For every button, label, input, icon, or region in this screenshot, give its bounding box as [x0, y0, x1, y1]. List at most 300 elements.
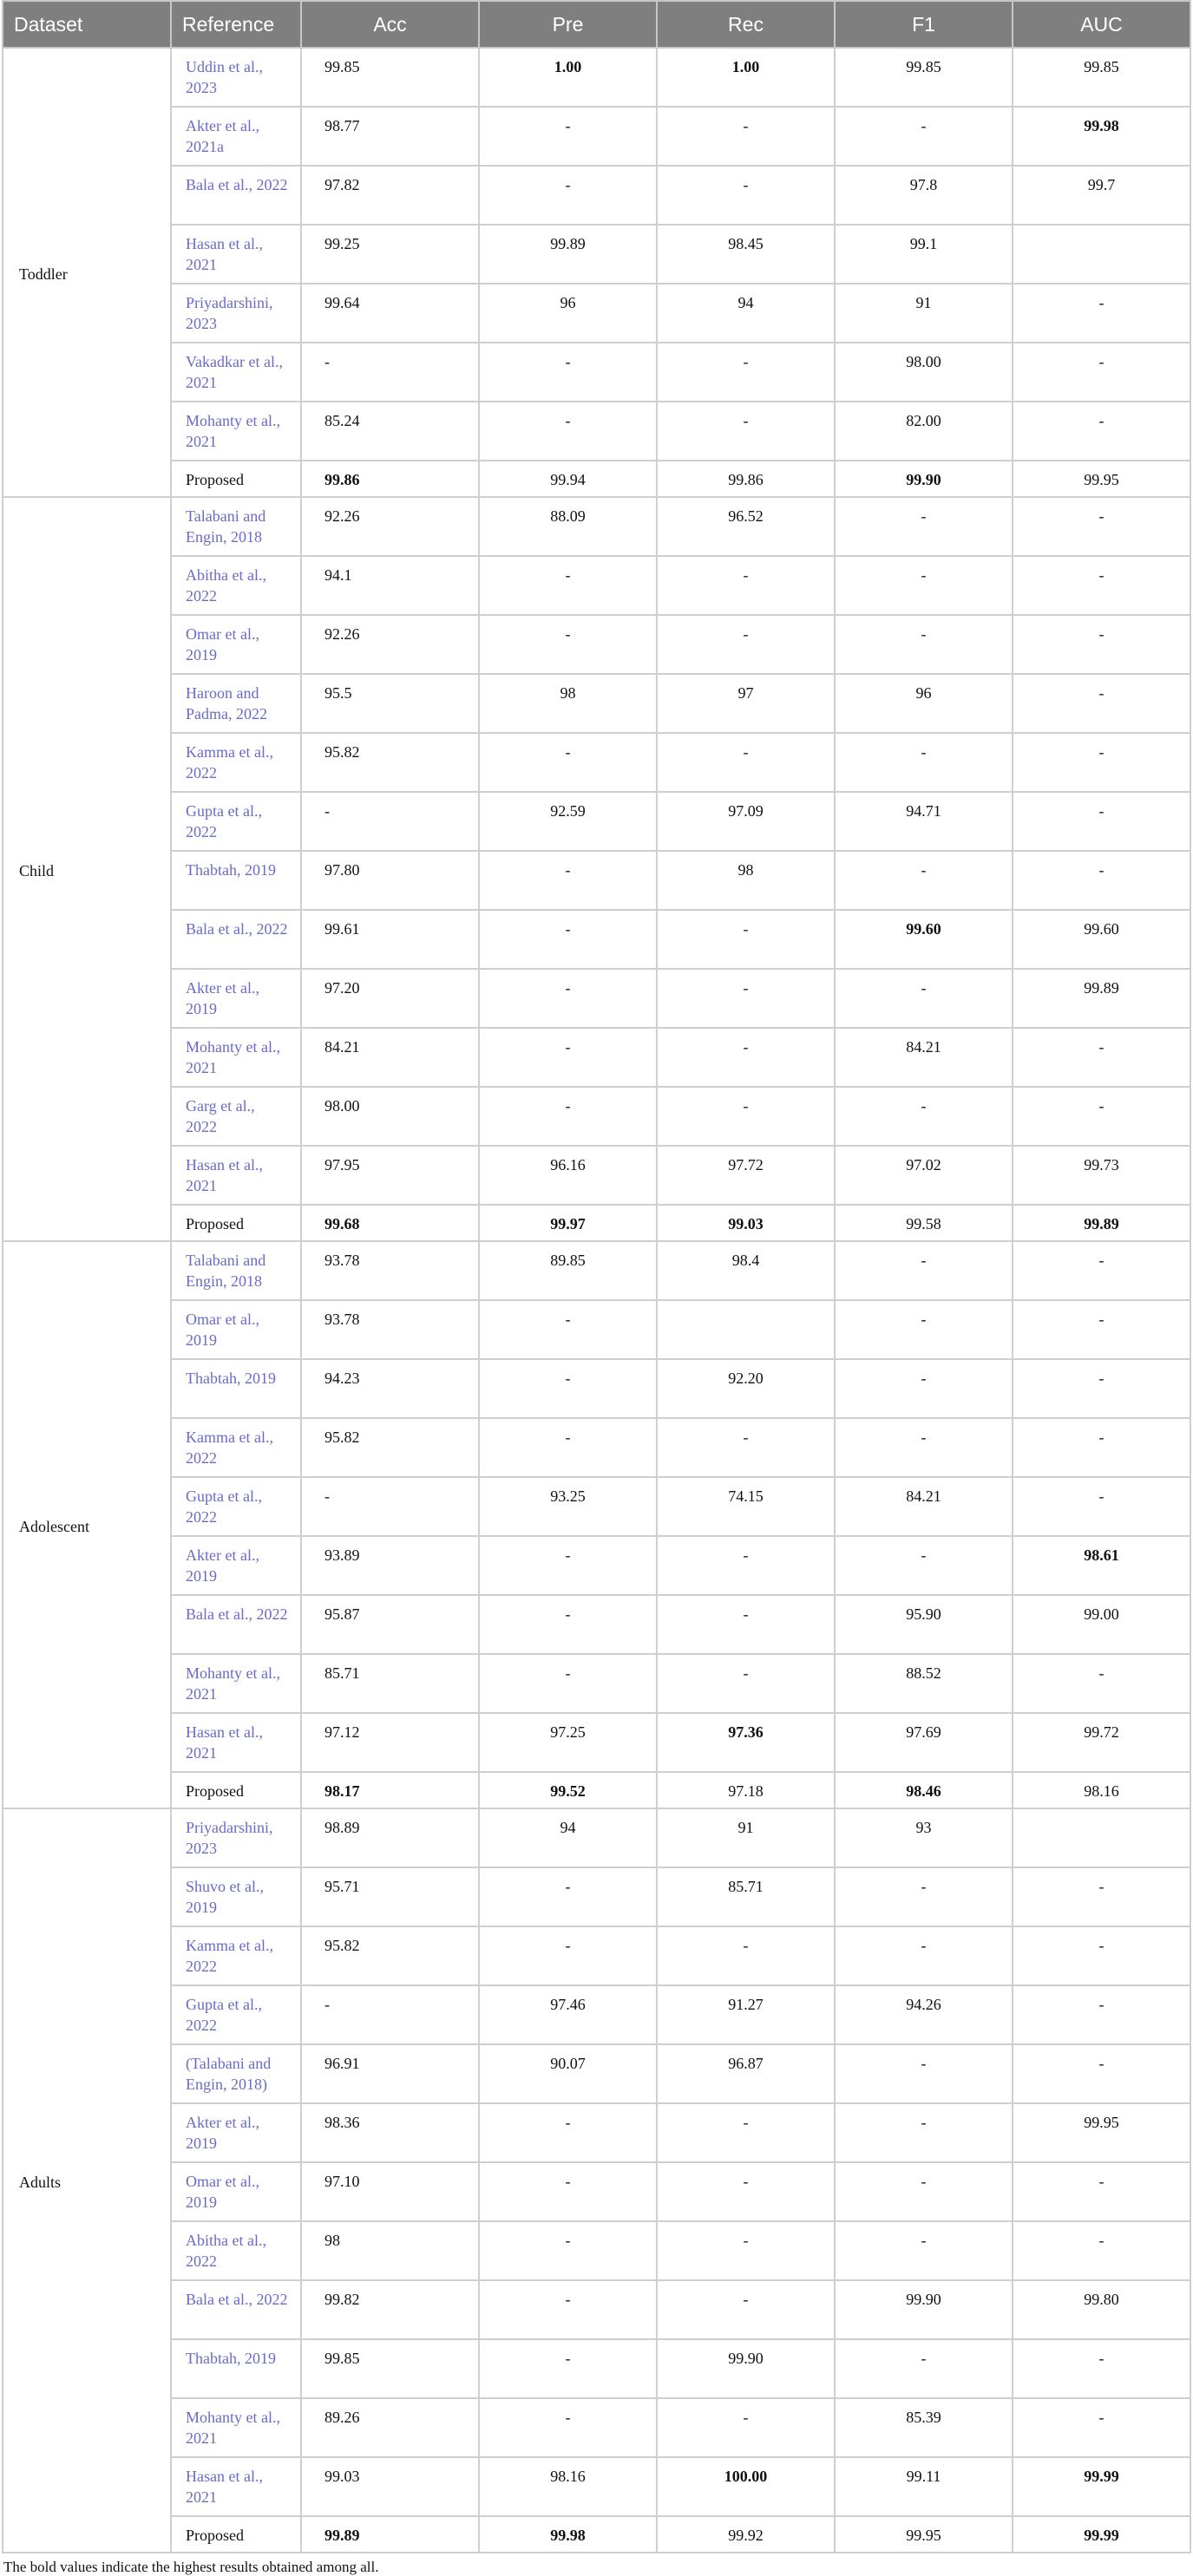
auc-cell: - [1013, 1654, 1190, 1713]
header-dataset: Dataset [3, 1, 171, 48]
acc-cell: 97.20 [301, 969, 479, 1028]
reference-link[interactable]: Priyadarshini, 2023 [171, 284, 301, 343]
acc-cell: 95.82 [301, 1926, 479, 1985]
reference-link[interactable]: Hasan et al., 2021 [171, 2457, 301, 2516]
f1-cell: 85.39 [835, 2398, 1013, 2457]
auc-cell: - [1013, 1359, 1190, 1418]
acc-cell: 99.82 [301, 2280, 479, 2339]
acc-cell: 95.5 [301, 674, 479, 733]
f1-cell: 99.11 [835, 2457, 1013, 2516]
auc-cell: 99.89 [1013, 969, 1190, 1028]
rec-cell: 98.45 [657, 225, 835, 284]
acc-cell: 95.87 [301, 1595, 479, 1654]
pre-cell: 98 [479, 674, 657, 733]
pre-cell: 99.97 [479, 1205, 657, 1241]
auc-cell: - [1013, 1241, 1190, 1300]
reference-link[interactable]: Hasan et al., 2021 [171, 225, 301, 284]
header-rec: Rec [657, 1, 835, 48]
acc-cell: 98.77 [301, 107, 479, 166]
acc-cell: 99.64 [301, 284, 479, 343]
pre-cell: - [479, 166, 657, 225]
reference-cell: Proposed [171, 2516, 301, 2553]
auc-cell [1013, 1808, 1190, 1867]
reference-link[interactable]: Omar et al., 2019 [171, 1300, 301, 1359]
pre-cell: 97.25 [479, 1713, 657, 1772]
rec-cell: 94 [657, 284, 835, 343]
f1-cell: - [835, 1241, 1013, 1300]
pre-cell: - [479, 1536, 657, 1595]
reference-link[interactable]: Gupta et al., 2022 [171, 1985, 301, 2044]
rec-cell: - [657, 1595, 835, 1654]
acc-cell: 85.71 [301, 1654, 479, 1713]
table-body [3, 48, 1190, 2553]
pre-cell: - [479, 969, 657, 1028]
reference-link[interactable]: Vakadkar et al., 2021 [171, 343, 301, 402]
rec-cell: 91.27 [657, 1985, 835, 2044]
rec-cell [657, 1300, 835, 1359]
f1-cell: 97.8 [835, 166, 1013, 225]
pre-cell: - [479, 1867, 657, 1926]
f1-cell: - [835, 2221, 1013, 2280]
f1-cell: 93 [835, 1808, 1013, 1867]
auc-cell: 99.00 [1013, 1595, 1190, 1654]
table-row [3, 733, 1190, 792]
rec-cell: 99.03 [657, 1205, 835, 1241]
f1-cell: 99.85 [835, 48, 1013, 107]
auc-cell: - [1013, 851, 1190, 910]
f1-cell: 95.90 [835, 1595, 1013, 1654]
acc-cell: 96.91 [301, 2044, 479, 2103]
f1-cell: 94.26 [835, 1985, 1013, 2044]
acc-cell: 92.26 [301, 497, 479, 556]
reference-link[interactable]: Bala et al., 2022 [171, 2280, 301, 2339]
dataset-cell: Toddler [3, 48, 171, 497]
f1-cell: - [835, 1536, 1013, 1595]
pre-cell: 99.52 [479, 1772, 657, 1808]
reference-link[interactable]: Mohanty et al., 2021 [171, 402, 301, 461]
reference-link[interactable]: Thabtah, 2019 [171, 851, 301, 910]
pre-cell: - [479, 851, 657, 910]
rec-cell: 98 [657, 851, 835, 910]
reference-link[interactable]: Bala et al., 2022 [171, 166, 301, 225]
pre-cell: - [479, 2221, 657, 2280]
rec-cell: - [657, 1926, 835, 1985]
acc-cell: 99.61 [301, 910, 479, 969]
table-row [3, 1808, 1190, 1867]
reference-link[interactable]: Kamma et al., 2022 [171, 1926, 301, 1985]
table-row [3, 2044, 1190, 2103]
reference-link[interactable]: Akter et al., 2019 [171, 969, 301, 1028]
table-row [3, 792, 1190, 851]
rec-cell: 74.15 [657, 1477, 835, 1536]
auc-cell: - [1013, 1087, 1190, 1146]
acc-cell: 99.03 [301, 2457, 479, 2516]
reference-link[interactable]: Abitha et al., 2022 [171, 2221, 301, 2280]
table-row [3, 674, 1190, 733]
table-row [3, 1926, 1190, 1985]
pre-cell: - [479, 615, 657, 674]
auc-cell: 99.80 [1013, 2280, 1190, 2339]
f1-cell: 82.00 [835, 402, 1013, 461]
pre-cell: 98.16 [479, 2457, 657, 2516]
reference-link[interactable]: Akter et al., 2021a [171, 107, 301, 166]
pre-cell: 94 [479, 1808, 657, 1867]
table-row [3, 166, 1190, 225]
pre-cell: 90.07 [479, 2044, 657, 2103]
table-row [3, 2516, 1190, 2553]
f1-cell: - [835, 556, 1013, 615]
rec-cell: - [657, 910, 835, 969]
auc-cell: - [1013, 1418, 1190, 1477]
acc-cell: 98.89 [301, 1808, 479, 1867]
rec-cell: 97.18 [657, 1772, 835, 1808]
pre-cell: - [479, 2162, 657, 2221]
table-row [3, 1028, 1190, 1087]
dataset-cell: Adults [3, 1808, 171, 2553]
pre-cell: - [479, 1654, 657, 1713]
acc-cell: 93.89 [301, 1536, 479, 1595]
auc-cell: 99.98 [1013, 107, 1190, 166]
table-row [3, 1418, 1190, 1477]
table-row [3, 2398, 1190, 2457]
table-row [3, 1536, 1190, 1595]
pre-cell: - [479, 1595, 657, 1654]
pre-cell: 92.59 [479, 792, 657, 851]
pre-cell: 93.25 [479, 1477, 657, 1536]
rec-cell: - [657, 2221, 835, 2280]
auc-cell: 99.95 [1013, 2103, 1190, 2162]
rec-cell: - [657, 1028, 835, 1087]
reference-link[interactable]: Mohanty et al., 2021 [171, 1654, 301, 1713]
rec-cell: - [657, 2280, 835, 2339]
reference-cell: Proposed [171, 461, 301, 497]
auc-cell: - [1013, 2162, 1190, 2221]
f1-cell: - [835, 1087, 1013, 1146]
reference-link[interactable]: Omar et al., 2019 [171, 615, 301, 674]
acc-cell: - [301, 792, 479, 851]
acc-cell: 89.26 [301, 2398, 479, 2457]
table-row [3, 1772, 1190, 1808]
acc-cell: 95.82 [301, 1418, 479, 1477]
acc-cell: 94.23 [301, 1359, 479, 1418]
pre-cell: 96.16 [479, 1146, 657, 1205]
table-row [3, 1654, 1190, 1713]
auc-cell: - [1013, 2339, 1190, 2398]
header-reference: Reference [171, 1, 301, 48]
rec-cell: - [657, 2103, 835, 2162]
table-row [3, 497, 1190, 556]
rec-cell: 91 [657, 1808, 835, 1867]
pre-cell: 99.89 [479, 225, 657, 284]
pre-cell: - [479, 343, 657, 402]
rec-cell: - [657, 166, 835, 225]
rec-cell: - [657, 343, 835, 402]
rec-cell: - [657, 969, 835, 1028]
rec-cell: 85.71 [657, 1867, 835, 1926]
acc-cell: 99.89 [301, 2516, 479, 2553]
f1-cell: 84.21 [835, 1477, 1013, 1536]
reference-link[interactable]: Talabani and Engin, 2018 [171, 497, 301, 556]
f1-cell: - [835, 1418, 1013, 1477]
auc-cell: - [1013, 674, 1190, 733]
table-row [3, 2162, 1190, 2221]
table-row [3, 2280, 1190, 2339]
f1-cell: 88.52 [835, 1654, 1013, 1713]
rec-cell: - [657, 556, 835, 615]
table-row [3, 851, 1190, 910]
acc-cell: 98.36 [301, 2103, 479, 2162]
table-row [3, 461, 1190, 497]
f1-cell: - [835, 2162, 1013, 2221]
rec-cell: 97.36 [657, 1713, 835, 1772]
table-row [3, 2103, 1190, 2162]
rec-cell: 97.72 [657, 1146, 835, 1205]
auc-cell: 99.99 [1013, 2516, 1190, 2553]
pre-cell: - [479, 2398, 657, 2457]
reference-link[interactable]: Bala et al., 2022 [171, 1595, 301, 1654]
auc-cell: 98.61 [1013, 1536, 1190, 1595]
table-row [3, 1087, 1190, 1146]
auc-cell [1013, 225, 1190, 284]
pre-cell: 97.46 [479, 1985, 657, 2044]
rec-cell: 97.09 [657, 792, 835, 851]
rec-cell: 1.00 [657, 48, 835, 107]
rec-cell: 97 [657, 674, 835, 733]
reference-link[interactable]: Thabtah, 2019 [171, 2339, 301, 2398]
table-row [3, 969, 1190, 1028]
pre-cell: 88.09 [479, 497, 657, 556]
pre-cell: 99.94 [479, 461, 657, 497]
table-row [3, 1146, 1190, 1205]
pre-cell: - [479, 556, 657, 615]
auc-cell: 99.85 [1013, 48, 1190, 107]
auc-cell: 99.99 [1013, 2457, 1190, 2516]
table-row [3, 1867, 1190, 1926]
reference-link[interactable]: Abitha et al., 2022 [171, 556, 301, 615]
reference-cell: Proposed [171, 1772, 301, 1808]
table-row [3, 910, 1190, 969]
table-row [3, 1241, 1190, 1300]
pre-cell: - [479, 733, 657, 792]
f1-cell: - [835, 733, 1013, 792]
auc-cell: - [1013, 615, 1190, 674]
f1-cell: 99.90 [835, 2280, 1013, 2339]
table-row [3, 48, 1190, 107]
acc-cell: 92.26 [301, 615, 479, 674]
rec-cell: - [657, 402, 835, 461]
pre-cell: 99.98 [479, 2516, 657, 2553]
acc-cell: 98.00 [301, 1087, 479, 1146]
reference-link[interactable]: Priyadarshini, 2023 [171, 1808, 301, 1867]
f1-cell: 94.71 [835, 792, 1013, 851]
table-row [3, 225, 1190, 284]
f1-cell: 98.46 [835, 1772, 1013, 1808]
pre-cell: - [479, 1418, 657, 1477]
table-row [3, 615, 1190, 674]
table-row [3, 107, 1190, 166]
table-row [3, 1477, 1190, 1536]
acc-cell: 95.82 [301, 733, 479, 792]
pre-cell: 1.00 [479, 48, 657, 107]
auc-cell: 99.89 [1013, 1205, 1190, 1241]
acc-cell: 85.24 [301, 402, 479, 461]
rec-cell: - [657, 2398, 835, 2457]
rec-cell: - [657, 2162, 835, 2221]
pre-cell: - [479, 910, 657, 969]
acc-cell: 93.78 [301, 1241, 479, 1300]
f1-cell: - [835, 2339, 1013, 2398]
f1-cell: 84.21 [835, 1028, 1013, 1087]
acc-cell: 98 [301, 2221, 479, 2280]
reference-link[interactable]: Omar et al., 2019 [171, 2162, 301, 2221]
auc-cell: - [1013, 284, 1190, 343]
rec-cell: 100.00 [657, 2457, 835, 2516]
table-row [3, 1359, 1190, 1418]
rec-cell: 96.87 [657, 2044, 835, 2103]
auc-cell: - [1013, 2221, 1190, 2280]
reference-link[interactable]: Kamma et al., 2022 [171, 733, 301, 792]
acc-cell: 84.21 [301, 1028, 479, 1087]
rec-cell: 99.86 [657, 461, 835, 497]
rec-cell: 98.4 [657, 1241, 835, 1300]
pre-cell: - [479, 2103, 657, 2162]
acc-cell: 97.82 [301, 166, 479, 225]
auc-cell: - [1013, 2398, 1190, 2457]
reference-link[interactable]: Thabtah, 2019 [171, 1359, 301, 1418]
rec-cell: - [657, 1654, 835, 1713]
f1-cell: - [835, 1359, 1013, 1418]
pre-cell: - [479, 402, 657, 461]
auc-cell: 99.95 [1013, 461, 1190, 497]
table-row [3, 1205, 1190, 1241]
reference-link[interactable]: Akter et al., 2019 [171, 2103, 301, 2162]
auc-cell: - [1013, 1867, 1190, 1926]
header-auc: AUC [1013, 1, 1190, 48]
acc-cell: 94.1 [301, 556, 479, 615]
reference-link[interactable]: Kamma et al., 2022 [171, 1418, 301, 1477]
acc-cell: 97.80 [301, 851, 479, 910]
rec-cell: - [657, 615, 835, 674]
reference-link[interactable]: Akter et al., 2019 [171, 1536, 301, 1595]
table-header [3, 1, 1190, 48]
header-pre: Pre [479, 1, 657, 48]
f1-cell: 99.90 [835, 461, 1013, 497]
auc-cell: - [1013, 2044, 1190, 2103]
reference-link[interactable]: Uddin et al., 2023 [171, 48, 301, 107]
table-row [3, 1300, 1190, 1359]
auc-cell: 99.73 [1013, 1146, 1190, 1205]
rec-cell: 99.90 [657, 2339, 835, 2398]
reference-link[interactable]: Garg et al., 2022 [171, 1087, 301, 1146]
acc-cell: 99.86 [301, 461, 479, 497]
header-f1: F1 [835, 1, 1013, 48]
reference-link[interactable]: (Talabani and Engin, 2018) [171, 2044, 301, 2103]
reference-link[interactable]: Gupta et al., 2022 [171, 1477, 301, 1536]
rec-cell: - [657, 1536, 835, 1595]
pre-cell: - [479, 2339, 657, 2398]
f1-cell: - [835, 615, 1013, 674]
auc-cell: 99.60 [1013, 910, 1190, 969]
pre-cell: 89.85 [479, 1241, 657, 1300]
f1-cell: 99.60 [835, 910, 1013, 969]
f1-cell: - [835, 1300, 1013, 1359]
f1-cell: - [835, 851, 1013, 910]
acc-cell: 99.85 [301, 2339, 479, 2398]
pre-cell: - [479, 1926, 657, 1985]
reference-link[interactable]: Mohanty et al., 2021 [171, 1028, 301, 1087]
auc-cell: - [1013, 1028, 1190, 1087]
acc-cell: - [301, 1477, 479, 1536]
reference-link[interactable]: Gupta et al., 2022 [171, 792, 301, 851]
header-row [3, 1, 1190, 48]
reference-link[interactable]: Mohanty et al., 2021 [171, 2398, 301, 2457]
auc-cell: - [1013, 1926, 1190, 1985]
comparison-table [2, 0, 1191, 2553]
acc-cell: 97.10 [301, 2162, 479, 2221]
f1-cell: - [835, 497, 1013, 556]
pre-cell: - [479, 1028, 657, 1087]
table-row [3, 1595, 1190, 1654]
auc-cell: - [1013, 1477, 1190, 1536]
acc-cell: - [301, 1985, 479, 2044]
pre-cell: - [479, 1359, 657, 1418]
f1-cell: 99.58 [835, 1205, 1013, 1241]
acc-cell: - [301, 343, 479, 402]
reference-cell: Proposed [171, 1205, 301, 1241]
auc-cell: - [1013, 1300, 1190, 1359]
f1-cell: - [835, 2044, 1013, 2103]
auc-cell: - [1013, 402, 1190, 461]
reference-link[interactable]: Bala et al., 2022 [171, 910, 301, 969]
reference-link[interactable]: Haroon and Padma, 2022 [171, 674, 301, 733]
f1-cell: 99.1 [835, 225, 1013, 284]
f1-cell: 99.95 [835, 2516, 1013, 2553]
f1-cell: 97.69 [835, 1713, 1013, 1772]
pre-cell: - [479, 1087, 657, 1146]
acc-cell: 97.12 [301, 1713, 479, 1772]
rec-cell: 92.20 [657, 1359, 835, 1418]
rec-cell: - [657, 733, 835, 792]
auc-cell: - [1013, 792, 1190, 851]
reference-link[interactable]: Talabani and Engin, 2018 [171, 1241, 301, 1300]
auc-cell: 99.72 [1013, 1713, 1190, 1772]
reference-link[interactable]: Hasan et al., 2021 [171, 1146, 301, 1205]
reference-link[interactable]: Hasan et al., 2021 [171, 1713, 301, 1772]
f1-cell: 91 [835, 284, 1013, 343]
auc-cell: - [1013, 343, 1190, 402]
auc-cell: - [1013, 733, 1190, 792]
f1-cell: 98.00 [835, 343, 1013, 402]
f1-cell: - [835, 2103, 1013, 2162]
rec-cell: - [657, 1087, 835, 1146]
rec-cell: - [657, 1418, 835, 1477]
f1-cell: - [835, 1867, 1013, 1926]
table-row [3, 2457, 1190, 2516]
reference-link[interactable]: Shuvo et al., 2019 [171, 1867, 301, 1926]
pre-cell: 96 [479, 284, 657, 343]
rec-cell: - [657, 107, 835, 166]
auc-cell: 98.16 [1013, 1772, 1190, 1808]
f1-cell: 96 [835, 674, 1013, 733]
acc-cell: 99.85 [301, 48, 479, 107]
table-row [3, 1713, 1190, 1772]
acc-cell: 95.71 [301, 1867, 479, 1926]
dataset-cell: Adolescent [3, 1241, 171, 1808]
acc-cell: 97.95 [301, 1146, 479, 1205]
table-row [3, 556, 1190, 615]
table-row [3, 343, 1190, 402]
table-row [3, 402, 1190, 461]
